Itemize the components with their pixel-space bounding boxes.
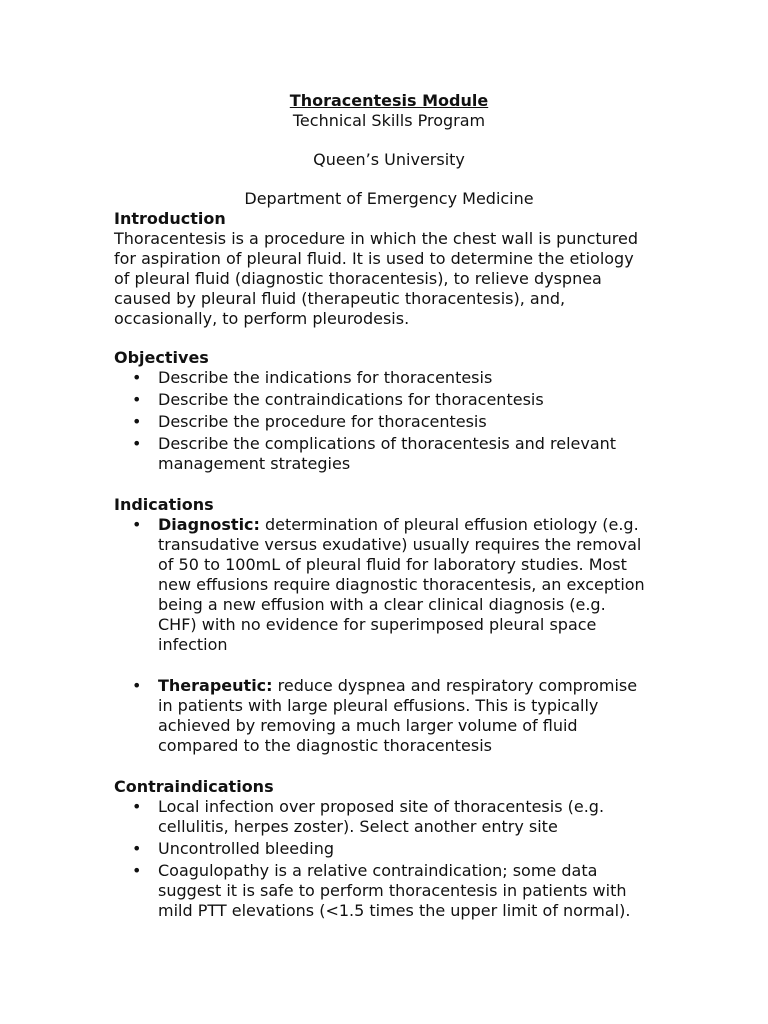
- document-subtitle: Technical Skills Program: [292, 111, 486, 130]
- list-item-text: CHF) with no evidence for superimposed pleural space: [158, 615, 597, 634]
- list-item-text: suggest it is safe to perform thoracentesis in patients with: [158, 881, 627, 900]
- list-item-text: determination of pleural effusion etiology (e.g.: [259, 515, 639, 534]
- list-item-text: Describe the complications of thoracentesis and relevant: [158, 434, 617, 453]
- introduction-paragraph: [114, 229, 664, 329]
- bullet-icon: •: [132, 434, 142, 453]
- indications-heading: Indications: [114, 495, 214, 514]
- bullet-icon: •: [132, 839, 142, 858]
- list-item-text: Describe the procedure for thoracentesis: [158, 412, 487, 431]
- list-item-first-line: [158, 676, 664, 696]
- contraindications-list: [114, 797, 664, 921]
- list-item-text: Describe the contraindications for thoracentesis: [158, 390, 544, 409]
- introduction-line: Thoracentesis is a procedure in which the chest wall is punctured: [114, 229, 639, 248]
- list-item-text: achieved by removing a much larger volume of fluid: [158, 716, 578, 735]
- list-item: [114, 839, 664, 859]
- list-item-text: new effusions require diagnostic thoracentesis, an exception: [158, 575, 645, 594]
- diagnostic-label: Diagnostic:: [158, 515, 260, 534]
- list-item-text: in patients with large pleural effusions. This is typically: [158, 696, 599, 715]
- list-item: [114, 861, 664, 921]
- introduction-line: of pleural fluid (diagnostic thoracentesis), to relieve dyspnea: [114, 269, 602, 288]
- list-item-text: transudative versus exudative) usually requires the removal: [158, 535, 642, 554]
- bullet-icon: •: [132, 368, 142, 387]
- list-item-text: Local infection over proposed site of thoracentesis (e.g.: [158, 797, 605, 816]
- university-name: Queen’s University: [313, 150, 465, 169]
- list-item-text: Uncontrolled bleeding: [158, 839, 335, 858]
- objectives-heading: Objectives: [114, 348, 209, 367]
- department-name: Department of Emergency Medicine: [244, 189, 534, 208]
- list-item-text: compared to the diagnostic thoracentesis: [158, 736, 492, 755]
- list-item-text: Describe the indications for thoracentesis: [158, 368, 493, 387]
- contraindications-heading: Contraindications: [114, 777, 274, 796]
- list-item: [114, 412, 664, 432]
- bullet-icon: •: [132, 390, 142, 409]
- bullet-icon: •: [132, 797, 142, 816]
- bullet-icon: •: [132, 676, 142, 695]
- introduction-line: occasionally, to perform pleurodesis.: [114, 309, 410, 328]
- document-title: Thoracentesis Module: [289, 91, 489, 110]
- indications-list: [114, 515, 664, 655]
- bullet-icon: •: [132, 515, 142, 534]
- list-item-text: mild PTT elevations (<1.5 times the upper limit of normal).: [158, 901, 631, 920]
- list-item: [114, 368, 664, 388]
- list-item: [114, 434, 664, 474]
- indications-list-continued: [114, 676, 664, 756]
- list-item-text: of 50 to 100mL of pleural fluid for laboratory studies. Most: [158, 555, 627, 574]
- therapeutic-label: Therapeutic:: [158, 676, 273, 695]
- bullet-icon: •: [132, 861, 142, 880]
- document-content: [114, 91, 664, 923]
- list-item-text: Coagulopathy is a relative contraindication; some data: [158, 861, 598, 880]
- list-item: [114, 390, 664, 410]
- list-item: [114, 676, 664, 756]
- introduction-heading: Introduction: [114, 209, 226, 228]
- list-item-text: reduce dyspnea and respiratory compromise: [272, 676, 638, 695]
- introduction-line: for aspiration of pleural fluid. It is used to determine the etiology: [114, 249, 634, 268]
- list-item-text: being a new effusion with a clear clinical diagnosis (e.g.: [158, 595, 606, 614]
- list-item-first-line: [158, 515, 664, 535]
- objectives-list: [114, 368, 664, 474]
- list-item: [114, 515, 664, 655]
- list-item-text: infection: [158, 635, 228, 654]
- list-item-text: management strategies: [158, 454, 351, 473]
- introduction-line: caused by pleural fluid (therapeutic thoracentesis), and,: [114, 289, 566, 308]
- bullet-icon: •: [132, 412, 142, 431]
- list-item-text: cellulitis, herpes zoster). Select another entry site: [158, 817, 558, 836]
- list-item: [114, 797, 664, 837]
